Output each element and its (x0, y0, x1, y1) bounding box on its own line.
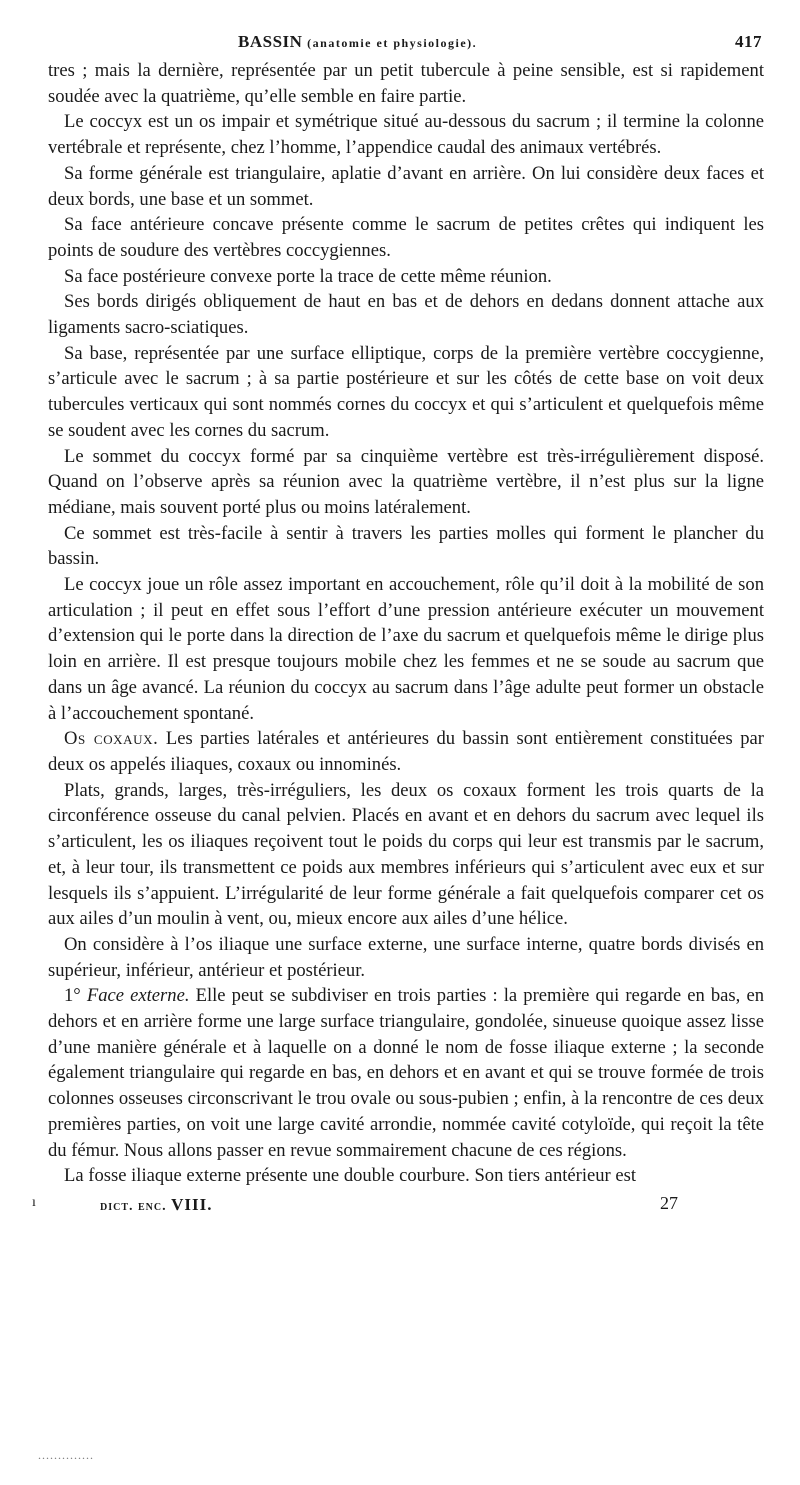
page-footer (32, 1192, 764, 1219)
signature-prefix: dict. enc. (100, 1198, 167, 1214)
paragraph-text: Ses bords dirigés obliquement de haut en bas et de dehors en dedans donnent attache aux ligaments sacro-sciatiques. (48, 291, 764, 339)
paragraph-text: Ce sommet est très-facile à sentir à travers les parties molles qui forment le plancher du bassin. (48, 522, 764, 570)
paragraph-text: On considère à l’os iliaque une surface externe, une surface interne, quatre bords divisés en supérieur, inférieur, antérieur et postérieur. (48, 933, 764, 981)
paragraph-text: Le coccyx joue un rôle assez important en accouchement, rôle qu’il doit à la mobilité de son articulation ; il peut en effet sous l’effort d’une pression antérieure exécuter un mouvement d’extension qui le porte dans la direction de l’axe du sacrum et quelquefois même le dirige plus loin en arrière. Il est presque toujours mobile chez les femmes et ne se soude au sacrum que dans un âge avancé. La réunion du coccyx au sacrum dans l’âge adulte peut former un obstacle à l’accouchement spontané. (48, 574, 764, 724)
paragraph (48, 572, 764, 726)
paragraph (48, 444, 764, 521)
signature-volume: VIII. (171, 1194, 213, 1214)
paragraph (48, 778, 764, 932)
paragraph (48, 726, 764, 777)
paragraph-text: tres ; mais la dernière, représentée par un petit tubercule à peine sensible, est si rapidement soudée avec la quatrième, qu’elle semble en faire partie. (48, 60, 764, 107)
section-heading-os-coxaux: Os coxaux. (64, 728, 159, 750)
paragraph (48, 341, 764, 444)
scan-artifact-dots: .............. (38, 1448, 94, 1462)
running-title-main: BASSIN (238, 32, 303, 51)
paragraph (48, 289, 764, 340)
paragraph (48, 212, 764, 263)
paragraph-text: Sa face antérieure concave présente comme le sacrum de petites crêtes qui indiquent les points de soudure des vertèbres coccygiennes. (48, 214, 764, 261)
paragraph-text: Sa base, représentée par une surface elliptique, corps de la première vertèbre coccygienne, s’articule avec le sacrum ; à sa partie postérieure et sur les côtés de cette base on voit deux tubercules verticaux qui sont nommés cornes du coccyx et qui s’articulent et quelquefois même se soudent avec les cornes du sacrum. (48, 342, 764, 441)
running-head (48, 32, 764, 58)
margin-mark: ı (32, 1194, 36, 1210)
paragraph-text: Elle peut se subdiviser en trois parties : la première qui regarde en bas, en dehors et en arrière forme une large surface triangulaire, gondolée, sinueuse quoique assez lisse d’une manière générale et à laquelle on a donné le nom de fosse iliaque externe ; la seconde également triangulaire qui regarde en bas, en dehors et en avant et qui se trouve formée de trois colonnes osseuses circonscrivant le trou ovale ou sous-pubien ; enfin, à la rencontre de ces deux premières parties, on voit une large cavité arrondie, nommée cavité cotyloïde, qui reçoit la tête du fémur. Nous allons passer en revue sommairement chacune de ces régions. (48, 985, 764, 1161)
paragraph-text: Plats, grands, larges, très-irréguliers, les deux os coxaux forment les trois quarts de la circonférence osseuse du canal pelvien. Placés en avant et en dehors du sacrum avec lequel ils s’articulent, les os iliaques reçoivent tout le poids du corps qui leur est transmis par le sacrum, et, à leur tour, ils transmettent ce poids aux membres inférieurs qui s’articulent avec eux et sur lesquels ils s’appuient. L’irrégularité de leur forme générale a fait quelquefois comparer cet os aux ailes d’un moulin à vent, ou, mieux encore aux ailes d’une hélice. (48, 779, 764, 930)
paragraph (48, 1163, 764, 1189)
paragraph-text: La fosse iliaque externe présente une double courbure. Son tiers antérieur est (64, 1165, 637, 1187)
subsection-number: 1° (64, 985, 81, 1007)
running-title (238, 32, 477, 52)
paragraph (48, 109, 764, 160)
signature-mark (100, 1195, 213, 1215)
page-number: 417 (735, 32, 762, 51)
paragraph (48, 58, 764, 109)
paragraph-text: Le coccyx est un os impair et symétrique situé au-dessous du sacrum ; il termine la colonne vertébrale et représente, chez l’homme, l’appendice caudal des animaux vertébrés. (48, 111, 764, 159)
paragraph (48, 521, 764, 572)
paragraph-text: Les parties latérales et antérieures du bassin sont entièrement constituées par deux os appelés iliaques, coxaux ou innominés. (48, 728, 764, 775)
body-text (48, 58, 764, 1189)
paragraph (48, 161, 764, 212)
paragraph (48, 932, 764, 983)
running-title-sub: (anatomie et physiologie). (307, 36, 478, 50)
page (32, 32, 764, 1219)
paragraph-text: Sa face postérieure convexe porte la trace de cette même réunion. (64, 265, 552, 287)
paragraph (48, 264, 764, 290)
subsection-heading-face-externe: Face externe. (86, 985, 190, 1007)
signature-number: 27 (660, 1192, 678, 1213)
paragraph (48, 983, 764, 1163)
paragraph-text: Sa forme générale est triangulaire, aplatie d’avant en arrière. On lui considère deux faces et deux bords, une base et un sommet. (48, 162, 764, 210)
paragraph-text: Le sommet du coccyx formé par sa cinquième vertèbre est très-irrégulièrement disposé. Quand on l’observe après sa réunion avec la quatrième vertèbre, il n’est plus sur la ligne médiane, mais souvent porté plus ou moins latéralement. (48, 445, 764, 518)
